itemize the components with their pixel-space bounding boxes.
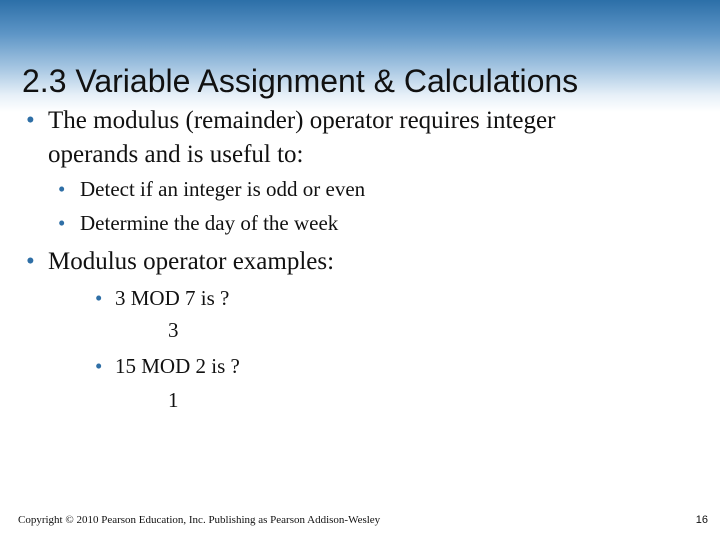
bullet-marker: •	[26, 248, 35, 275]
example-answer-15-mod-2: 1	[168, 388, 179, 412]
slide-title: 2.3 Variable Assignment & Calculations	[22, 63, 579, 99]
footer-copyright: Copyright © 2010 Pearson Education, Inc. Publishing as Pearson Addison-Wesley	[18, 514, 381, 526]
page-number: 16	[695, 514, 708, 526]
example-question-3-mod-7: 3 MOD 7 is ?	[115, 286, 230, 310]
bullet-modulus-requires-line1: The modulus (remainder) operator requires integer	[48, 107, 556, 134]
example-question-15-mod-2: 15 MOD 2 is ?	[115, 354, 240, 378]
bullet-marker: •	[95, 354, 103, 378]
example-answer-3-mod-7: 3	[168, 318, 179, 342]
bullet-marker: •	[58, 211, 66, 235]
bullet-marker: •	[58, 177, 66, 201]
bullet-modulus-requires-line2: operands and is useful to:	[48, 141, 304, 168]
bullet-marker: •	[95, 286, 103, 310]
bullet-marker: •	[26, 107, 35, 134]
bullet-odd-or-even: Detect if an integer is odd or even	[80, 177, 366, 201]
bullet-day-of-week: Determine the day of the week	[80, 211, 339, 235]
bullet-modulus-examples: Modulus operator examples:	[48, 248, 335, 275]
